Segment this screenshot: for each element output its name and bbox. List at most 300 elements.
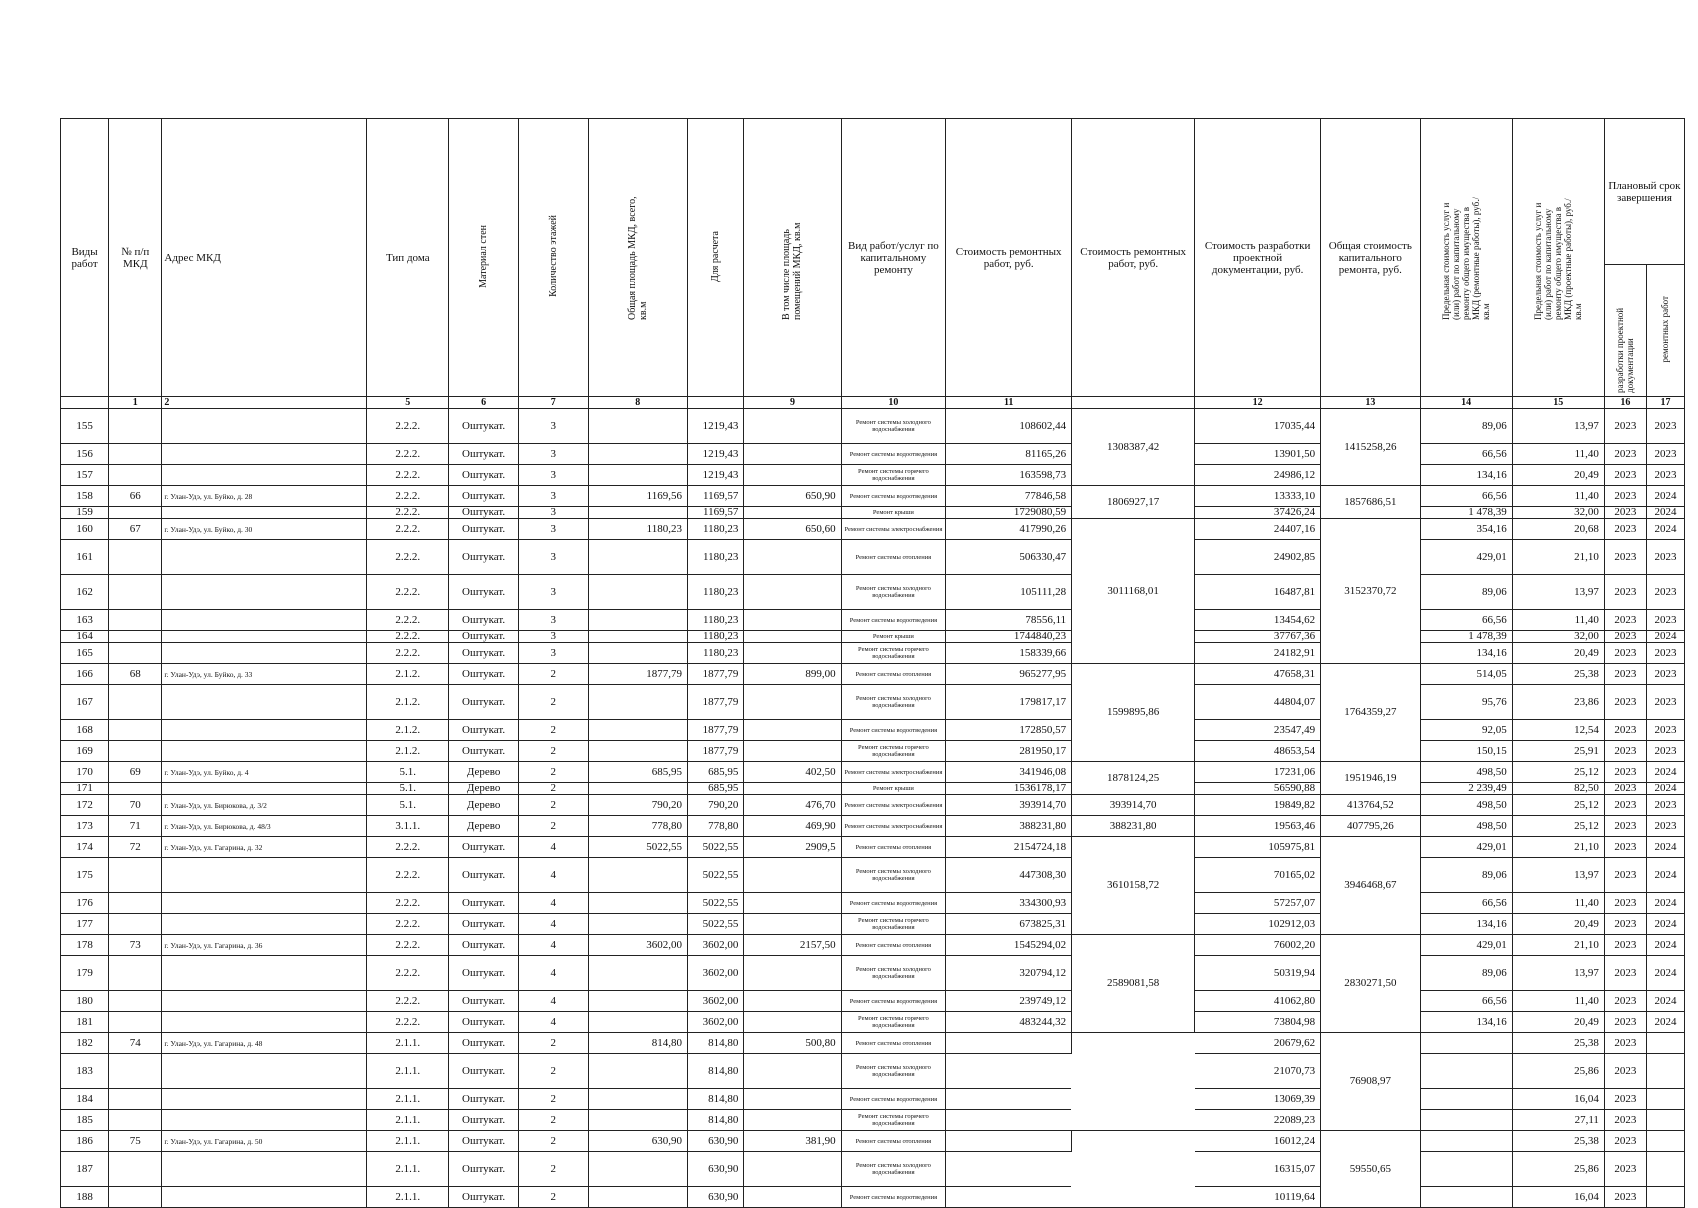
floors: 3 [518, 610, 588, 631]
work-type: Ремонт системы водоотведения [841, 893, 946, 914]
table-row [61, 1054, 1685, 1089]
total-area: 685,95 [588, 762, 687, 783]
mkd-number [109, 1012, 162, 1033]
max-cost-design: 11,40 [1512, 486, 1604, 507]
term-design: 2023 [1604, 858, 1646, 893]
wall-material: Оштукат. [449, 1152, 519, 1187]
work-type: Ремонт системы горячего водоснабжения [841, 1110, 946, 1131]
max-cost-design: 11,40 [1512, 610, 1604, 631]
house-type: 2.2.2. [367, 465, 449, 486]
work-type: Ремонт крыши [841, 631, 946, 643]
table-row [61, 914, 1685, 935]
term-repair: 2024 [1646, 858, 1684, 893]
calc-area: 1877,79 [687, 741, 743, 762]
colnum: 11 [946, 397, 1072, 409]
term-repair: 2023 [1646, 409, 1684, 444]
term-design: 2023 [1604, 465, 1646, 486]
calc-area: 1219,43 [687, 444, 743, 465]
living-area: 402,50 [744, 762, 841, 783]
total-area [588, 991, 687, 1012]
work-type: Ремонт системы горячего водоснабжения [841, 465, 946, 486]
mkd-number: 66 [109, 486, 162, 507]
total-area: 1180,23 [588, 519, 687, 540]
header-max-cost-design: Предельная стоимость услуг и (или) работ по капитальному ремонту общего имущества в МКД (проектные работы), руб./кв.м [1512, 119, 1604, 397]
max-cost-repair [1420, 1089, 1512, 1110]
total-area: 778,80 [588, 816, 687, 837]
term-repair [1646, 1089, 1684, 1110]
max-cost-design: 25,38 [1512, 1131, 1604, 1152]
table-row [61, 444, 1685, 465]
design-cost: 17035,44 [1195, 409, 1321, 444]
calc-area: 814,80 [687, 1110, 743, 1131]
living-area [744, 540, 841, 575]
mkd-number [109, 507, 162, 519]
max-cost-repair: 66,56 [1420, 610, 1512, 631]
repair-cost: 506330,47 [946, 540, 1072, 575]
floors: 3 [518, 465, 588, 486]
mkd-number: 69 [109, 762, 162, 783]
max-cost-design: 11,40 [1512, 444, 1604, 465]
group-repair-sum: 3610158,72 [1072, 837, 1195, 935]
wall-material: Оштукат. [449, 610, 519, 631]
term-design: 2023 [1604, 643, 1646, 664]
repair-cost [946, 1187, 1072, 1208]
address [162, 1054, 367, 1089]
calc-area: 3602,00 [687, 935, 743, 956]
term-repair: 2024 [1646, 991, 1684, 1012]
living-area [744, 741, 841, 762]
wall-material: Оштукат. [449, 991, 519, 1012]
term-design: 2023 [1604, 783, 1646, 795]
total-area [588, 893, 687, 914]
address [162, 893, 367, 914]
living-area [744, 610, 841, 631]
design-cost: 21070,73 [1195, 1054, 1321, 1089]
term-design: 2023 [1604, 914, 1646, 935]
calc-area: 630,90 [687, 1187, 743, 1208]
house-type: 2.1.2. [367, 741, 449, 762]
work-type: Ремонт системы горячего водоснабжения [841, 1012, 946, 1033]
row-number: 168 [61, 720, 109, 741]
work-type: Ремонт крыши [841, 783, 946, 795]
mkd-number: 75 [109, 1131, 162, 1152]
mkd-number [109, 1152, 162, 1187]
total-area [588, 631, 687, 643]
max-cost-design: 21,10 [1512, 540, 1604, 575]
calc-area: 778,80 [687, 816, 743, 837]
table-row [61, 465, 1685, 486]
work-type: Ремонт системы водоотведения [841, 610, 946, 631]
header-design-cost: Стоимость разработки проектной документации, руб. [1195, 119, 1321, 397]
design-cost: 73804,98 [1195, 1012, 1321, 1033]
mkd-number: 72 [109, 837, 162, 858]
term-repair: 2023 [1646, 575, 1684, 610]
mkd-number [109, 409, 162, 444]
row-number: 170 [61, 762, 109, 783]
group-total-cost: 413764,52 [1321, 795, 1420, 816]
colnum-blank [61, 397, 109, 409]
floors: 3 [518, 409, 588, 444]
work-type: Ремонт системы водоотведения [841, 1089, 946, 1110]
address: г. Улан-Удэ, ул. Гагарина, д. 48 [162, 1033, 367, 1054]
living-area [744, 893, 841, 914]
house-type: 2.1.2. [367, 720, 449, 741]
max-cost-design: 25,38 [1512, 1033, 1604, 1054]
floors: 2 [518, 1054, 588, 1089]
group-repair-sum: 3011168,01 [1072, 519, 1195, 664]
address: г. Улан-Удэ, ул. Бирюкова, д. 48/3 [162, 816, 367, 837]
work-type: Ремонт системы отопления [841, 664, 946, 685]
table-row [61, 685, 1685, 720]
header-wall-material: Материал стен [449, 119, 519, 397]
row-number: 161 [61, 540, 109, 575]
address [162, 409, 367, 444]
address [162, 540, 367, 575]
row-number: 184 [61, 1089, 109, 1110]
term-repair: 2023 [1646, 795, 1684, 816]
max-cost-design: 23,86 [1512, 685, 1604, 720]
row-number: 159 [61, 507, 109, 519]
group-repair-sum: 1308387,42 [1072, 409, 1195, 486]
address: г. Улан-Удэ, ул. Буйко, д. 30 [162, 519, 367, 540]
max-cost-design: 11,40 [1512, 991, 1604, 1012]
row-number: 181 [61, 1012, 109, 1033]
colnum: 10 [841, 397, 946, 409]
calc-area: 814,80 [687, 1054, 743, 1089]
term-design: 2023 [1604, 893, 1646, 914]
row-number: 155 [61, 409, 109, 444]
address [162, 465, 367, 486]
term-repair: 2024 [1646, 1012, 1684, 1033]
max-cost-repair: 134,16 [1420, 643, 1512, 664]
row-number: 173 [61, 816, 109, 837]
design-cost: 13454,62 [1195, 610, 1321, 631]
living-area: 381,90 [744, 1131, 841, 1152]
row-number: 163 [61, 610, 109, 631]
term-design: 2023 [1604, 631, 1646, 643]
term-repair [1646, 1131, 1684, 1152]
work-type: Ремонт системы отопления [841, 540, 946, 575]
group-total-cost: 3946468,67 [1321, 837, 1420, 935]
group-total-cost: 407795,26 [1321, 816, 1420, 837]
design-cost: 37767,36 [1195, 631, 1321, 643]
address [162, 685, 367, 720]
house-type: 2.2.2. [367, 507, 449, 519]
term-repair: 2023 [1646, 816, 1684, 837]
max-cost-repair: 89,06 [1420, 858, 1512, 893]
term-design: 2023 [1604, 519, 1646, 540]
row-number: 158 [61, 486, 109, 507]
house-type: 5.1. [367, 762, 449, 783]
group-total-cost: 2830271,50 [1321, 935, 1420, 1033]
max-cost-repair: 429,01 [1420, 837, 1512, 858]
house-type: 2.1.1. [367, 1187, 449, 1208]
group-repair-sum: 2589081,58 [1072, 935, 1195, 1033]
mkd-number: 70 [109, 795, 162, 816]
design-cost: 105975,81 [1195, 837, 1321, 858]
repair-cost: 172850,57 [946, 720, 1072, 741]
design-cost: 22089,23 [1195, 1110, 1321, 1131]
term-repair: 2024 [1646, 519, 1684, 540]
term-design: 2023 [1604, 991, 1646, 1012]
design-cost: 102912,03 [1195, 914, 1321, 935]
term-design: 2023 [1604, 762, 1646, 783]
wall-material: Оштукат. [449, 465, 519, 486]
table-row [61, 519, 1685, 540]
address [162, 610, 367, 631]
group-total-cost: 1415258,26 [1321, 409, 1420, 486]
living-area: 650,60 [744, 519, 841, 540]
colnum: 8 [588, 397, 687, 409]
living-area: 899,00 [744, 664, 841, 685]
mkd-number: 68 [109, 664, 162, 685]
repair-cost: 341946,08 [946, 762, 1072, 783]
table-row [61, 1089, 1685, 1110]
max-cost-repair: 429,01 [1420, 935, 1512, 956]
mkd-number: 67 [109, 519, 162, 540]
mkd-number [109, 720, 162, 741]
calc-area: 1877,79 [687, 685, 743, 720]
total-area [588, 1089, 687, 1110]
max-cost-repair: 66,56 [1420, 486, 1512, 507]
term-design: 2023 [1604, 664, 1646, 685]
house-type: 2.2.2. [367, 409, 449, 444]
max-cost-repair: 429,01 [1420, 540, 1512, 575]
repair-cost: 1536178,17 [946, 783, 1072, 795]
floors: 2 [518, 685, 588, 720]
table-row [61, 486, 1685, 507]
work-type: Ремонт системы холодного водоснабжения [841, 1054, 946, 1089]
floors: 4 [518, 858, 588, 893]
mkd-number [109, 783, 162, 795]
house-type: 2.2.2. [367, 991, 449, 1012]
table-row [61, 893, 1685, 914]
address [162, 783, 367, 795]
max-cost-repair: 134,16 [1420, 465, 1512, 486]
house-type: 2.2.2. [367, 540, 449, 575]
total-area: 790,20 [588, 795, 687, 816]
wall-material: Оштукат. [449, 858, 519, 893]
group-total-cost: 59550,65 [1321, 1131, 1420, 1208]
floors: 2 [518, 664, 588, 685]
living-area [744, 991, 841, 1012]
mkd-number: 73 [109, 935, 162, 956]
row-number: 180 [61, 991, 109, 1012]
table-row [61, 1012, 1685, 1033]
wall-material: Оштукат. [449, 914, 519, 935]
address [162, 720, 367, 741]
total-area [588, 610, 687, 631]
design-cost: 19563,46 [1195, 816, 1321, 837]
work-type: Ремонт системы водоотведения [841, 991, 946, 1012]
design-cost: 10119,64 [1195, 1187, 1321, 1208]
work-type: Ремонт системы электроснабжения [841, 816, 946, 837]
wall-material: Оштукат. [449, 540, 519, 575]
calc-area: 630,90 [687, 1152, 743, 1187]
repair-cost: 320794,12 [946, 956, 1072, 991]
total-area [588, 409, 687, 444]
design-cost: 13901,50 [1195, 444, 1321, 465]
wall-material: Оштукат. [449, 643, 519, 664]
wall-material: Оштукат. [449, 741, 519, 762]
total-area [588, 858, 687, 893]
calc-area: 814,80 [687, 1033, 743, 1054]
address [162, 1187, 367, 1208]
max-cost-repair: 354,16 [1420, 519, 1512, 540]
calc-area: 685,95 [687, 762, 743, 783]
max-cost-design: 32,00 [1512, 631, 1604, 643]
term-repair: 2024 [1646, 956, 1684, 991]
house-type: 2.1.2. [367, 664, 449, 685]
living-area [744, 1089, 841, 1110]
wall-material: Дерево [449, 795, 519, 816]
address [162, 956, 367, 991]
colnum: 17 [1646, 397, 1684, 409]
living-area [744, 1054, 841, 1089]
table-row [61, 575, 1685, 610]
repair-cost: 105111,28 [946, 575, 1072, 610]
term-repair: 2024 [1646, 783, 1684, 795]
wall-material: Оштукат. [449, 1131, 519, 1152]
address: г. Улан-Удэ, ул. Буйко, д. 28 [162, 486, 367, 507]
max-cost-repair: 2 239,49 [1420, 783, 1512, 795]
row-number: 169 [61, 741, 109, 762]
mkd-number [109, 1110, 162, 1131]
floors: 4 [518, 837, 588, 858]
living-area: 2909,5 [744, 837, 841, 858]
max-cost-design: 16,04 [1512, 1089, 1604, 1110]
repair-cost [946, 1152, 1072, 1187]
floors: 2 [518, 1187, 588, 1208]
calc-area: 630,90 [687, 1131, 743, 1152]
header-work-type: Вид работ/услуг по капитальному ремонту [841, 119, 946, 397]
repair-cost: 393914,70 [946, 795, 1072, 816]
floors: 2 [518, 762, 588, 783]
max-cost-design: 20,49 [1512, 914, 1604, 935]
header-vid-rabot: Виды работ [61, 119, 109, 397]
work-type: Ремонт системы электроснабжения [841, 762, 946, 783]
house-type: 2.2.2. [367, 858, 449, 893]
mkd-number [109, 465, 162, 486]
total-area [588, 685, 687, 720]
term-repair: 2023 [1646, 643, 1684, 664]
work-type: Ремонт системы отопления [841, 935, 946, 956]
work-type: Ремонт системы отопления [841, 1131, 946, 1152]
row-number: 176 [61, 893, 109, 914]
address [162, 507, 367, 519]
house-type: 2.2.2. [367, 914, 449, 935]
floors: 4 [518, 914, 588, 935]
address [162, 631, 367, 643]
total-area [588, 444, 687, 465]
living-area [744, 858, 841, 893]
calc-area: 685,95 [687, 783, 743, 795]
capital-repair-table [60, 118, 1685, 1208]
house-type: 2.2.2. [367, 444, 449, 465]
calc-area: 1169,57 [687, 507, 743, 519]
floors: 3 [518, 575, 588, 610]
house-type: 2.2.2. [367, 486, 449, 507]
max-cost-repair [1420, 1110, 1512, 1131]
mkd-number [109, 991, 162, 1012]
work-type: Ремонт системы холодного водоснабжения [841, 956, 946, 991]
mkd-number [109, 540, 162, 575]
calc-area: 5022,55 [687, 893, 743, 914]
wall-material: Оштукат. [449, 893, 519, 914]
design-cost: 13069,39 [1195, 1089, 1321, 1110]
mkd-number: 74 [109, 1033, 162, 1054]
calc-area: 1180,23 [687, 643, 743, 664]
total-area [588, 720, 687, 741]
calc-area: 1219,43 [687, 409, 743, 444]
repair-cost: 1744840,23 [946, 631, 1072, 643]
repair-cost: 158339,66 [946, 643, 1072, 664]
total-area [588, 1110, 687, 1131]
table-row [61, 741, 1685, 762]
row-number: 182 [61, 1033, 109, 1054]
floors: 2 [518, 1110, 588, 1131]
colnum: 12 [1195, 397, 1321, 409]
header-living-area: В том числе площадь помещений МКД, кв.м [744, 119, 841, 397]
wall-material: Оштукат. [449, 685, 519, 720]
wall-material: Оштукат. [449, 409, 519, 444]
living-area [744, 956, 841, 991]
max-cost-design: 20,49 [1512, 1012, 1604, 1033]
table-row [61, 643, 1685, 664]
calc-area: 3602,00 [687, 1012, 743, 1033]
total-area: 814,80 [588, 1033, 687, 1054]
max-cost-design: 20,49 [1512, 643, 1604, 664]
work-type: Ремонт системы водоотведения [841, 444, 946, 465]
term-design: 2023 [1604, 486, 1646, 507]
floors: 3 [518, 486, 588, 507]
calc-area: 5022,55 [687, 858, 743, 893]
repair-cost: 417990,26 [946, 519, 1072, 540]
mkd-number [109, 741, 162, 762]
calc-area: 790,20 [687, 795, 743, 816]
total-area [588, 741, 687, 762]
total-area: 1877,79 [588, 664, 687, 685]
house-type: 5.1. [367, 783, 449, 795]
term-design: 2023 [1604, 837, 1646, 858]
floors: 2 [518, 795, 588, 816]
wall-material: Оштукат. [449, 1089, 519, 1110]
term-repair: 2024 [1646, 935, 1684, 956]
floors: 3 [518, 519, 588, 540]
row-number: 157 [61, 465, 109, 486]
floors: 2 [518, 1131, 588, 1152]
design-cost: 44804,07 [1195, 685, 1321, 720]
table-row [61, 991, 1685, 1012]
term-repair: 2023 [1646, 741, 1684, 762]
colnum: 16 [1604, 397, 1646, 409]
mkd-number [109, 444, 162, 465]
repair-cost: 334300,93 [946, 893, 1072, 914]
table-row [61, 664, 1685, 685]
term-design: 2023 [1604, 409, 1646, 444]
calc-area: 3602,00 [687, 956, 743, 991]
wall-material: Оштукат. [449, 664, 519, 685]
work-type: Ремонт крыши [841, 507, 946, 519]
address: г. Улан-Удэ, ул. Буйко, д. 33 [162, 664, 367, 685]
max-cost-repair: 498,50 [1420, 795, 1512, 816]
design-cost: 37426,24 [1195, 507, 1321, 519]
work-type: Ремонт системы холодного водоснабжения [841, 575, 946, 610]
max-cost-design: 25,12 [1512, 795, 1604, 816]
group-repair-sum: 1806927,17 [1072, 486, 1195, 519]
wall-material: Оштукат. [449, 1054, 519, 1089]
mkd-number [109, 956, 162, 991]
